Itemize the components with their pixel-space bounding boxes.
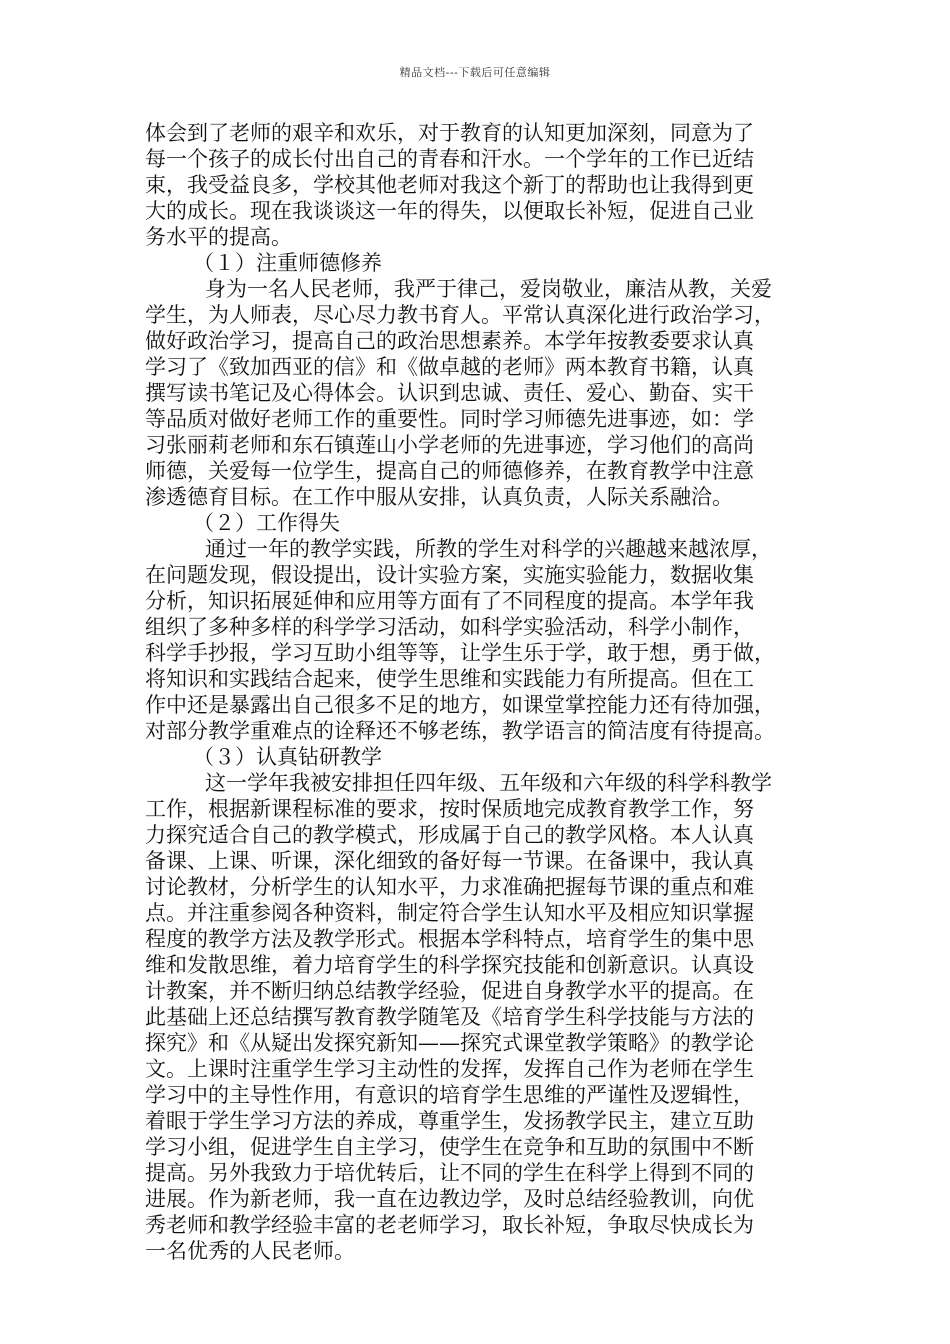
text-line: 科学手抄报，学习互助小组等等，让学生乐于学，敢于想，勇于做， xyxy=(145,641,775,665)
text-line: 分析，知识拓展延伸和应用等方面有了不同程度的提高。本学年我 xyxy=(145,589,754,613)
text-line: 探究》和《从疑出发探究新知——探究式课堂教学策略》的教学论 xyxy=(145,1031,754,1055)
text-line: 工作，根据新课程标准的要求，按时保质地完成教育教学工作，努 xyxy=(145,797,754,821)
text-line: 体会到了老师的艰辛和欢乐，对于教育的认知更加深刻，同意为了 xyxy=(145,121,754,145)
page-header: 精品文档---下载后可任意编辑 xyxy=(399,66,551,79)
text-line: 在问题发现，假设提出，设计实验方案，实施实验能力，数据收集 xyxy=(145,563,754,587)
text-line: 对部分教学重难点的诠释还不够老练，教学语言的简洁度有待提高。 xyxy=(145,719,775,743)
text-line: 大的成长。现在我谈谈这一年的得失，以便取长补短，促进自己业 xyxy=(145,199,754,223)
text-line: 一名优秀的人民老师。 xyxy=(145,1239,355,1263)
text-line: 务水平的提高。 xyxy=(145,225,292,249)
text-line: 习张丽莉老师和东石镇莲山小学老师的先进事迹，学习他们的高尚 xyxy=(145,433,754,457)
text-line: 束，我受益良多，学校其他老师对我这个新丁的帮助也让我得到更 xyxy=(145,173,754,197)
text-line: 程度的教学方法及教学形式。根据本学科特点，培育学生的集中思 xyxy=(145,927,754,951)
text-line: 学生，为人师表，尽心尽力教书育人。平常认真深化进行政治学习， xyxy=(145,303,775,327)
text-line: 力探究适合自己的教学模式，形成属于自己的教学风格。本人认真 xyxy=(145,823,754,847)
text-line: 进展。作为新老师，我一直在边教边学，及时总结经验教训，向优 xyxy=(145,1187,754,1211)
text-line: 做好政治学习，提高自己的政治思想素养。本学年按教委要求认真 xyxy=(145,329,754,353)
text-line: 备课、上课、听课，深化细致的备好每一节课。在备课中，我认真 xyxy=(145,849,754,873)
text-line: 计教案，并不断归纳总结教学经验，促进自身教学水平的提高。在 xyxy=(145,979,754,1003)
text-line: 这一学年我被安排担任四年级、五年级和六年级的科学科教学 xyxy=(205,771,772,795)
text-line: 文。上课时注重学生学习主动性的发挥，发挥自己作为老师在学生 xyxy=(145,1057,754,1081)
text-line: 维和发散思维，着力培育学生的科学探究技能和创新意识。认真设 xyxy=(145,953,754,977)
section-heading: （１）注重师德修养 xyxy=(193,251,382,275)
text-line: 等品质对做好老师工作的重要性。同时学习师德先进事迹，如：学 xyxy=(145,407,754,431)
text-line: 组织了多种多样的科学学习活动，如科学实验活动，科学小制作， xyxy=(145,615,754,639)
section-heading: （２）工作得失 xyxy=(193,511,340,535)
text-line: 渗透德育目标。在工作中服从安排，认真负责，人际关系融洽。 xyxy=(145,485,733,509)
text-line: 着眼于学生学习方法的养成，尊重学生，发扬教学民主，建立互助 xyxy=(145,1109,754,1133)
text-line: 作中还是暴露出自己很多不足的地方，如课堂掌控能力还有待加强， xyxy=(145,693,775,717)
text-line: 每一个孩子的成长付出自己的青春和汗水。一个学年的工作已近结 xyxy=(145,147,754,171)
text-line: 师德，关爱每一位学生，提高自己的师德修养，在教育教学中注意 xyxy=(145,459,754,483)
document-body xyxy=(145,120,820,1264)
text-line: 通过一年的教学实践，所教的学生对科学的兴趣越来越浓厚， xyxy=(205,537,772,561)
text-line: 秀老师和教学经验丰富的老老师学习，取长补短，争取尽快成长为 xyxy=(145,1213,754,1237)
text-line: 身为一名人民老师，我严于律己，爱岗敬业，廉洁从教，关爱 xyxy=(205,277,772,301)
text-line: 撰写读书笔记及心得体会。认识到忠诚、责任、爱心、勤奋、实干 xyxy=(145,381,754,405)
text-line: 将知识和实践结合起来，使学生思维和实践能力有所提高。但在工 xyxy=(145,667,754,691)
text-line: 学习中的主导性作用，有意识的培育学生思维的严谨性及逻辑性， xyxy=(145,1083,754,1107)
text-line: 提高。另外我致力于培优转后，让不同的学生在科学上得到不同的 xyxy=(145,1161,754,1185)
text-line: 点。并注重参阅各种资料，制定符合学生认知水平及相应知识掌握 xyxy=(145,901,754,925)
section-heading: （３）认真钻研教学 xyxy=(193,745,382,769)
text-line: 学习小组，促进学生自主学习，使学生在竞争和互助的氛围中不断 xyxy=(145,1135,754,1159)
text-line: 学习了《致加西亚的信》和《做卓越的老师》两本教育书籍，认真 xyxy=(145,355,754,379)
text-line: 讨论教材，分析学生的认知水平，力求准确把握每节课的重点和难 xyxy=(145,875,754,899)
text-line: 此基础上还总结撰写教育教学随笔及《培育学生科学技能与方法的 xyxy=(145,1005,754,1029)
